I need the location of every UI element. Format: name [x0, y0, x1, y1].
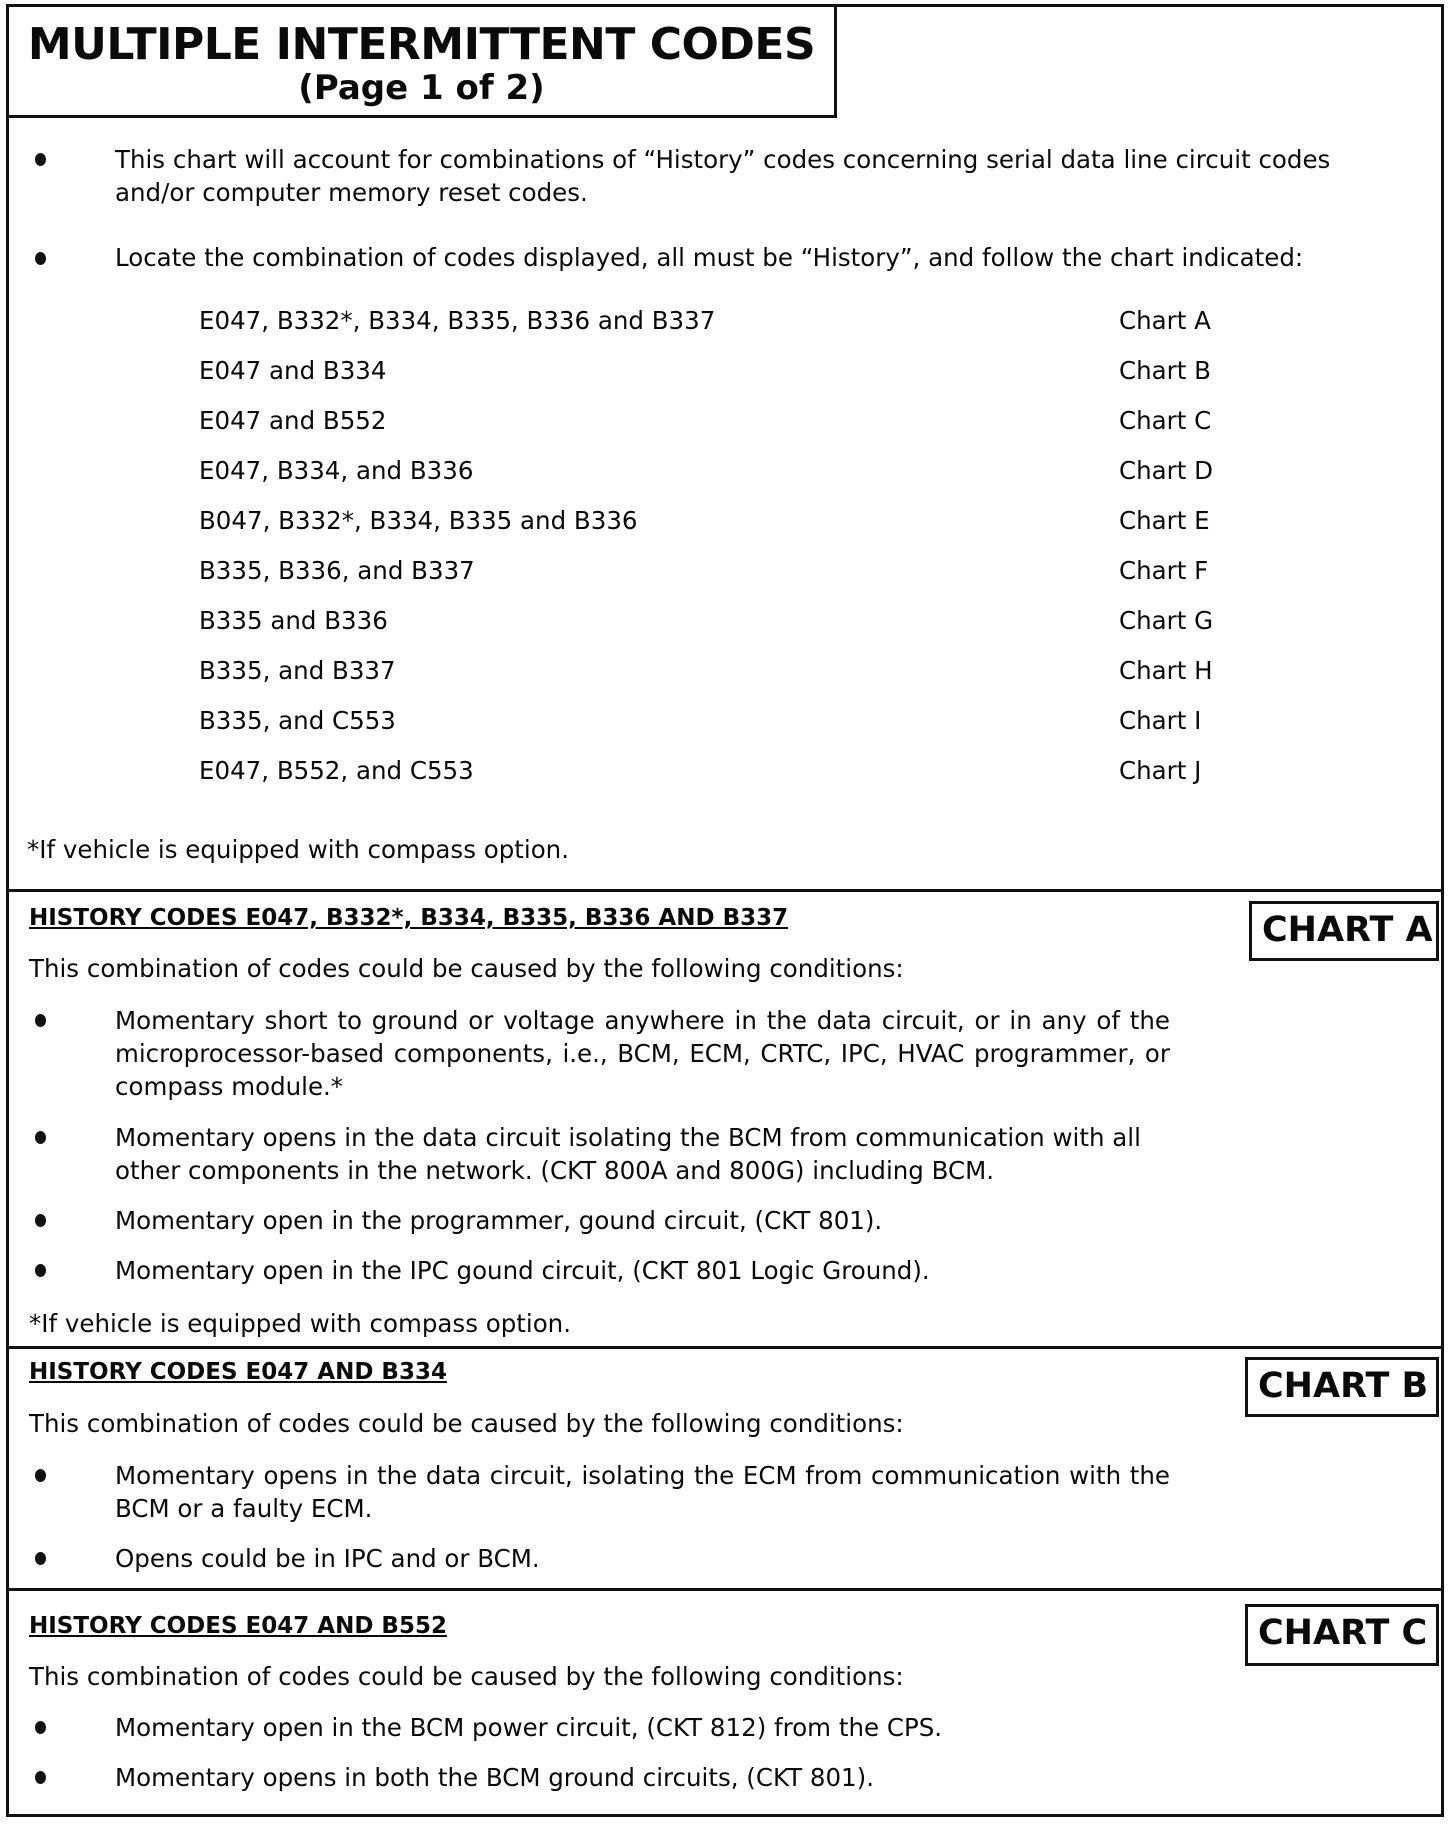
section-a-bullet-4: Momentary open in the IPC gound circuit, (CKT 801 Logic Ground).: [115, 1256, 930, 1285]
section-a-bullet-1: Momentary short to ground or voltage anywhere in the data circuit, or in any of the microprocessor-based components, i.e., BCM, ECM, CRTC, IPC, HVAC programmer, or compass module.*: [115, 1006, 1170, 1101]
chart-b-label: CHART B: [1245, 1357, 1439, 1417]
bullet-dot: [35, 1552, 46, 1565]
chart-reference: Chart F: [1119, 556, 1209, 585]
chart-a-label: CHART A: [1249, 901, 1439, 961]
bullet-dot: [35, 252, 46, 265]
section-a-bullet-3: Momentary open in the programmer, gound circuit, (CKT 801).: [115, 1206, 883, 1235]
document-page: [6, 4, 1444, 1817]
code-combination: E047, B334, and B336: [199, 456, 474, 485]
code-combination: B335, and C553: [199, 706, 396, 735]
section-b-bullet-2: Opens could be in IPC and or BCM.: [115, 1544, 540, 1573]
code-combination: E047 and B334: [199, 356, 387, 385]
section-c-heading: HISTORY CODES E047 AND B552: [29, 1613, 447, 1639]
section-divider: [9, 1588, 1441, 1591]
page-title: MULTIPLE INTERMITTENT CODES: [27, 19, 816, 70]
section-b-bullet-1: Momentary opens in the data circuit, isolating the ECM from communication with the BCM or a faulty ECM.: [115, 1461, 1170, 1523]
bullet-dot: [35, 1771, 46, 1784]
section-b-heading: HISTORY CODES E047 AND B334: [29, 1359, 447, 1385]
section-a-intro: This combination of codes could be caused by the following conditions:: [29, 954, 904, 983]
chart-reference: Chart D: [1119, 456, 1213, 485]
chart-reference: Chart B: [1119, 356, 1211, 385]
code-combination: B047, B332*, B334, B335 and B336: [199, 506, 638, 535]
intro-bullet-1: This chart will account for combinations of “History” codes concerning serial data line circuit codes and/or computer memory reset codes.: [115, 145, 1331, 207]
section-a-heading: HISTORY CODES E047, B332*, B334, B335, B336 AND B337: [29, 905, 789, 931]
intro-bullet-2: Locate the combination of codes displayed, all must be “History”, and follow the chart indicated:: [115, 243, 1304, 272]
chart-reference: Chart J: [1119, 756, 1202, 785]
bullet-dot: [35, 1014, 46, 1027]
section-c-intro: This combination of codes could be caused by the following conditions:: [29, 1662, 904, 1691]
section-a-footnote: *If vehicle is equipped with compass option.: [29, 1309, 572, 1338]
code-combination: B335, and B337: [199, 656, 396, 685]
bullet-dot: [35, 153, 46, 166]
chart-c-label: CHART C: [1245, 1604, 1439, 1666]
section-c-bullet-1: Momentary open in the BCM power circuit, (CKT 812) from the CPS.: [115, 1713, 943, 1742]
chart-reference: Chart G: [1119, 606, 1214, 635]
code-combination: E047, B332*, B334, B335, B336 and B337: [199, 306, 716, 335]
section-divider: [9, 889, 1441, 892]
chart-reference: Chart I: [1119, 706, 1202, 735]
code-combination: E047, B552, and C553: [199, 756, 474, 785]
chart-reference: Chart H: [1119, 656, 1213, 685]
chart-reference: Chart C: [1119, 406, 1212, 435]
page-subtitle: (Page 1 of 2): [298, 68, 545, 108]
bullet-dot: [35, 1131, 46, 1144]
chart-reference: Chart E: [1119, 506, 1210, 535]
title-box: [9, 7, 837, 118]
section-b-intro: This combination of codes could be caused by the following conditions:: [29, 1409, 904, 1438]
bullet-dot: [35, 1214, 46, 1227]
chart-reference: Chart A: [1119, 306, 1211, 335]
code-combination: E047 and B552: [199, 406, 387, 435]
code-combination: B335 and B336: [199, 606, 388, 635]
section-divider: [9, 1346, 1441, 1349]
section-a-bullet-2: Momentary opens in the data circuit isolating the BCM from communication with all other components in the network. (CKT 800A and 800G) including BCM.: [115, 1123, 1141, 1185]
footnote: *If vehicle is equipped with compass option.: [27, 835, 570, 864]
section-c-bullet-2: Momentary opens in both the BCM ground circuits, (CKT 801).: [115, 1763, 874, 1792]
bullet-dot: [35, 1264, 46, 1277]
code-combination: B335, B336, and B337: [199, 556, 475, 585]
bullet-dot: [35, 1469, 46, 1482]
bullet-dot: [35, 1721, 46, 1734]
